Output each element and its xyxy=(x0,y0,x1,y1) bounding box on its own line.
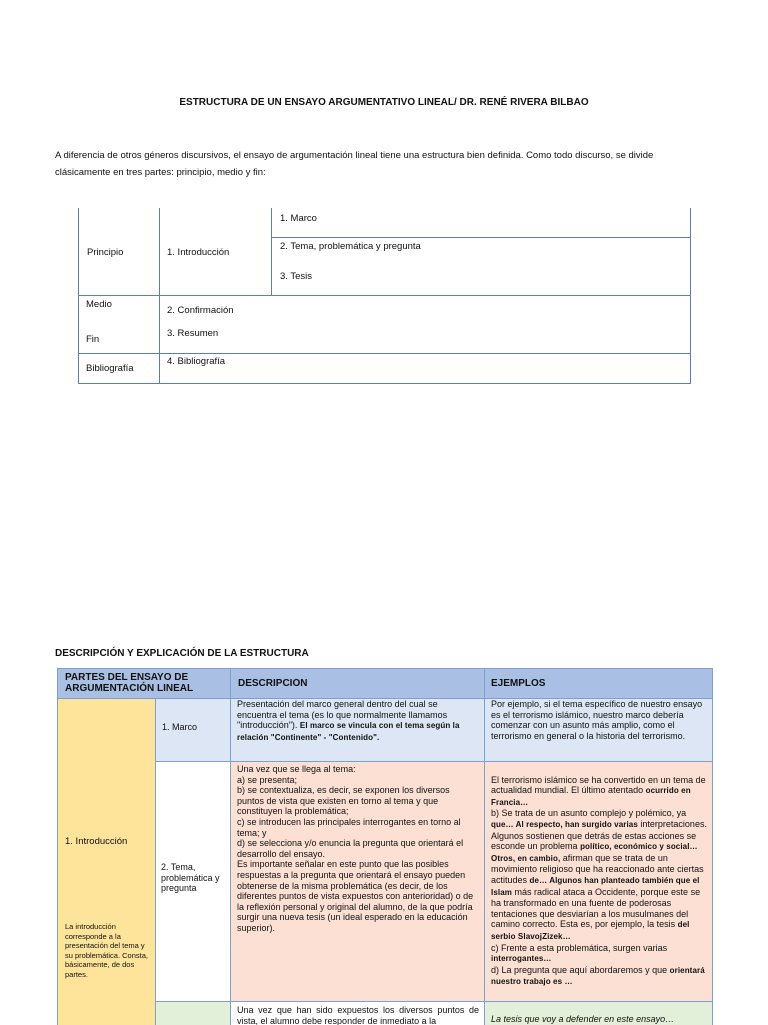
tema-ex-text-6: c) Frente a esta problemática, surgen varias xyxy=(491,942,668,953)
tesis-label-cell xyxy=(155,1001,230,1025)
marco-description xyxy=(237,699,479,743)
marco-label: 1. Marco xyxy=(162,722,198,732)
marco-cell: 1. Marco xyxy=(280,213,317,224)
intro-line-2: clásicamente en tres partes: principio, medio y fin: xyxy=(55,167,266,178)
bibliografia-cell: 4. Bibliografía xyxy=(167,356,226,367)
tema-ex-bold-2: que… Al respecto, han surgido varias xyxy=(491,819,638,829)
marco-desc-bold: El marco se vincula con el tema según la relación "Continente" - "Contenido". xyxy=(237,721,460,742)
resumen-cell: 3. Resumen xyxy=(167,328,219,339)
section-title: DESCRIPCIÓN Y EXPLICACIÓN DE LA ESTRUCTURA xyxy=(55,648,309,659)
tema-ex-bold-1: ocurrido en Francia… xyxy=(491,786,691,807)
header-partes-line2: ARGUMENTACIÓN LINEAL xyxy=(65,683,194,694)
fin-label: Fin xyxy=(86,334,100,345)
tema-ex-text-5: más radical ataca a Occidente, porque este se ha transformado en una fuente de poderosas tentaciones que desviarían a los musulmanes del camino correcto. Esta es, por ejemplo, la tesis xyxy=(491,886,701,930)
document-title: ESTRUCTURA DE UN ENSAYO ARGUMENTATIVO LINEAL/ DR. RENÉ RIVERA BILBAO xyxy=(179,97,589,108)
tema-label: 2. Tema, problemática y pregunta xyxy=(161,862,220,894)
tema-ex-bold-4: de… Algunos han planteado también que el Islam xyxy=(491,875,700,897)
header-partes xyxy=(65,672,225,694)
tesis-description: Una vez que han sido expuestos los diversos puntos de vista, el alumno debe responder de inmediato a la xyxy=(237,1005,479,1025)
header-descripcion: DESCRIPCIÓN xyxy=(238,678,308,689)
tema-ex-bold-5: del serbio SlavojZizek… xyxy=(491,920,690,941)
tema-ex-text-7: d) La pregunta que aquí abordaremos y que xyxy=(491,964,668,975)
tema-description: Una vez que se llega al tema: a) se presenta; b) se contextualiza, es decir, se exponen los diversos puntos de vista que existen en torno al tema y que constituyen la problemática; c) se introducen las principales interrogantes en torno al tema; y d) se selecciona y/o enuncia la pregunta que orientará el desarrollo del ensayo. Es importante señalar en este punto que las posibles respuestas a la pregunta que orientará el ensayo pueden obtenerse de la misma problemática (es decir, de los diferentes puntos de vista expuestos con anterioridad) o de la reflexión personal y original del alumno, de la que podría surgir una nueva tesis (un ideal esperado en la educación superior). xyxy=(237,764,474,933)
tema-ex-text-1: El terrorismo islámico se ha convertido en un tema de actualidad mundial. El último atentado xyxy=(491,774,706,796)
tesis-cell: 3. Tesis xyxy=(280,271,313,282)
tema-ex-bold-6: interrogantes… xyxy=(491,954,552,964)
tema-ex-bold-7: orientará nuestro trabajo es … xyxy=(491,965,705,987)
introduccion-cell: 1. Introducción xyxy=(167,247,230,258)
medio-label: Medio xyxy=(86,299,112,310)
header-ejemplos: EJEMPLOS xyxy=(491,678,546,689)
tema-ex-text-2: b) Se trata de un asunto complejo y polémico, ya xyxy=(491,808,687,819)
tesis-example: La tesis que voy a defender en este ensayo… xyxy=(491,1014,675,1024)
tema-ex-text-3: interpretaciones. Algunos sostienen que detrás de estas acciones se esconde un problema xyxy=(491,818,707,852)
intro-line-1: A diferencia de otros géneros discursivos, el ensayo de argumentación lineal tiene una estructura bien definida. Como todo discurso, se divide xyxy=(55,150,654,161)
bibliografia-label: Bibliografía xyxy=(86,363,134,374)
introduccion-note: La introducción corresponde a la presentación del tema y su problemática. Consta, básicamente, de dos partes. xyxy=(65,922,148,979)
marco-example: Por ejemplo, si el tema específico de nuestro ensayo es el terrorismo islámico, nuestro marco debería comenzar con un asunto más amplio, como el terrorismo en general o la historia del terrorismo. xyxy=(491,699,703,741)
description-table xyxy=(57,668,713,1025)
tema-ex-text-4: afirman que se trata de un movimiento religioso que ha reaccionado ante ciertas actitudes xyxy=(491,852,704,885)
marco-desc-text: Presentación del marco general dentro del cual se encuentra el tema (es lo que normalmente llamamos "introducción"). xyxy=(237,699,448,731)
header-partes-line1: PARTES DEL ENSAYO DE xyxy=(65,672,189,683)
tema-example xyxy=(491,764,707,988)
principio-label: Principio xyxy=(87,247,124,258)
introduccion-label: 1. Introducción xyxy=(65,836,128,847)
confirmacion-cell: 2. Confirmación xyxy=(167,305,234,316)
tema-cell: 2. Tema, problemática y pregunta xyxy=(280,241,421,252)
tema-ex-bold-3: político, económico y social… Otros, en cambio, xyxy=(491,842,698,863)
structure-table xyxy=(78,208,691,384)
intro-paragraph xyxy=(55,147,715,181)
